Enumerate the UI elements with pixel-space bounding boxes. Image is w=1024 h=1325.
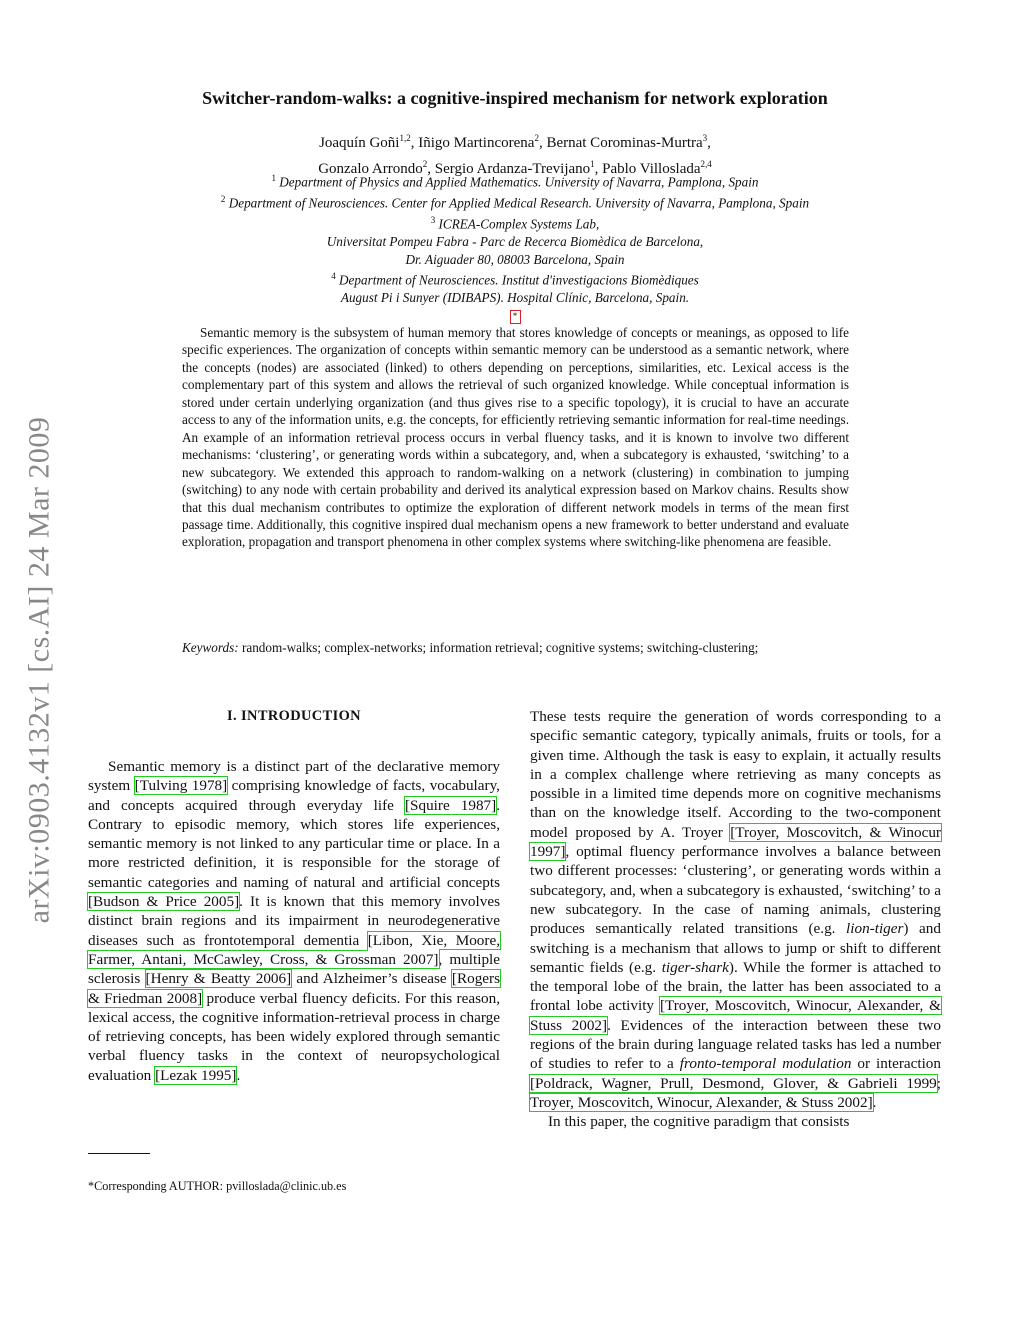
paper-title: Switcher-random-walks: a cognitive-inspired mechanism for network exploration <box>202 88 828 108</box>
footnote-link-marker[interactable]: * <box>510 310 521 324</box>
corresponding-author-footnote: *Corresponding AUTHOR: pvilloslada@clinic.ub.es <box>88 1179 347 1193</box>
affiliation-text: Department of Neurosciences. Center for Applied Medical Research. University of Navarra, Pamplona, Spain <box>228 195 810 211</box>
affiliation-line <box>100 268 930 289</box>
author-name: , Sergio Ardanza-Trevijano <box>427 161 591 177</box>
emphasis-text: lion-tiger <box>846 920 904 938</box>
author-affiliation-mark: 1,2 <box>399 133 411 143</box>
body-text: produce verbal fluency deficits. For this reason, lexical access, the cognitive information-retrieval process in charge of retrieving concepts, has been widely explored through semantic verbal fluency tasks in the context of neuropsychological evaluation <box>88 989 500 1084</box>
paragraph <box>530 707 941 1112</box>
footnote-rule <box>88 1153 150 1154</box>
affiliation-number: 2 <box>220 193 226 204</box>
citation-link[interactable]: [Rogers & Friedman 2008] <box>88 970 500 1007</box>
citation-link[interactable]: [Troyer, Moscovitch, & Winocur 1997] <box>530 823 941 861</box>
citation-link[interactable]: [Squire 1987] <box>404 796 497 814</box>
affiliation-number: 3 <box>430 214 436 225</box>
body-text: These tests require the generation of words corresponding to a specific semantic category, typically animals, fruits or tools, for a given time. Although the task is easy to explain, it actually results in a complex challenge where retrieving as many concepts as possible in a limited time depends more on cognitive mechanisms than on the knowledge itself. According to the two-component model proposed by A. Troyer <box>530 708 941 841</box>
section-heading-introduction: I. INTRODUCTION <box>227 708 361 724</box>
body-text: or interaction <box>851 1055 941 1073</box>
affiliation-line <box>100 191 930 212</box>
paragraph: In this paper, the cognitive paradigm that consists <box>548 1113 850 1131</box>
emphasis-text: tiger-shark <box>661 958 729 976</box>
citation-link[interactable]: [Budson & Price 2005] <box>88 893 240 911</box>
body-text: . <box>236 1066 241 1084</box>
citation-link[interactable]: [Lezak 1995] <box>155 1066 237 1084</box>
affiliation-line: August Pi i Sunyer (IDIBAPS). Hospital Clínic, Barcelona, Spain. <box>340 290 690 306</box>
affiliation-line: Universitat Pompeu Fabra - Parc de Recerca Biomèdica de Barcelona, <box>326 233 704 249</box>
affiliation-text: Department of Physics and Applied Mathematics. University of Navarra, Pamplona, Spain <box>279 174 759 190</box>
citation-link[interactable]: [Henry & Beatty 2006] <box>145 970 292 988</box>
affiliation-line <box>100 170 930 191</box>
intro-left-column <box>88 757 500 1085</box>
body-text: . Evidences of the interaction between these two regions of the brain during language related tasks has led a number of studies to refer to a <box>530 1016 941 1073</box>
affiliation-number: 4 <box>331 271 336 282</box>
body-text: Semantic memory is a distinct part of the declarative memory system <box>88 758 500 795</box>
author-name: Joaquín Goñi <box>319 135 400 151</box>
keywords-text: random-walks; complex-networks; information retrieval; cognitive systems; switching-clustering; <box>238 640 759 655</box>
keywords-label: Keywords: <box>182 640 239 655</box>
body-text: ; <box>936 1074 941 1092</box>
author-affiliation-mark: 2 <box>422 159 428 169</box>
body-text: . Contrary to episodic memory, which stores life experiences, semantic memory is not linked to any particular time or place. In a more restricted definition, it is responsible for the storage of semantic categories and naming of natural and artificial concepts <box>88 796 500 891</box>
arxiv-id-text: arXiv:0903.4132v1 [cs.AI] 24 Mar 2009 <box>22 416 55 924</box>
author-name: , Iñigo Martincorena <box>410 135 535 151</box>
author-name: , Bernat Corominas-Murtra <box>538 135 703 151</box>
body-text: , optimal fluency performance involves a balance between two different processes: ‘clustering’, or generating words within a subcategory, and, when a subcategory is exhausted, ‘switching’ to a new subcategory. In the case of naming animals, clustering produces semantically related transitions (e.g. <box>530 843 941 938</box>
author-name: , Pablo Villoslada <box>594 161 701 177</box>
body-text: comprising knowledge of facts, vocabulary, and concepts acquired through everyday life <box>88 777 500 814</box>
citation-link[interactable]: [Tulving 1978] <box>134 777 228 795</box>
affiliation-text: Department of Neurosciences. Institut d'investigacions Biomèdiques <box>339 272 699 288</box>
affiliation-list <box>100 170 930 324</box>
emphasis-text: fronto-temporal modulation <box>679 1055 852 1073</box>
citation-link[interactable]: [Poldrack, Wagner, Prull, Desmond, Glover, & Gabrieli 1999 <box>530 1074 937 1092</box>
citation-link[interactable]: [Troyer, Moscovitch, Winocur, Alexander, & Stuss 2002] <box>530 997 941 1034</box>
author-affiliation-mark: 2,4 <box>700 159 712 169</box>
abstract: Semantic memory is the subsystem of human memory that stores knowledge of concepts or meanings, as opposed to life specific experiences. The organization of concepts within semantic memory can be understood as a semantic network, where the concepts (nodes) are associated (linked) to others depending on perceptions, similarities, etc. Lexical access is the complementary part of this system and allows the retrieval of such organized knowledge. While conceptual information is stored under certain underlying organization (and thus gives rise to a specific topology), it is crucial to have an accurate access to any of the information units, e.g. the concepts, for efficiently retrieving semantic information for real-time needings. An example of an information retrieval process occurs in verbal fluency tasks, and it is known to involve two different mechanisms: ‘clustering’, or generating words within a subcategory, and, when a subcategory is exhausted, ‘switching’ to a new subcategory. We extended this approach to random-walking on a network (clustering) in combination to jumping (switching) to any node with certain probability and derived its analytical expression based on Markov chains. Results show that this dual mechanism contributes to optimize the exploration of different network models in terms of the mean first passage time. Additionally, this cognitive inspired dual mechanism opens a new framework to better understand and evaluate exploration, propagation and transport phenomena in other complex systems where switching-like phenomena are feasible. <box>182 325 849 550</box>
body-text: ) and switching is a mechanism that allows to jump or shift to different semantic fields (e.g. <box>530 920 941 976</box>
intro-right-column <box>530 707 941 1132</box>
affiliation-line <box>100 212 930 233</box>
author-name: Gonzalo Arrondo <box>318 161 423 177</box>
affiliation-line: Dr. Aiguader 80, 08003 Barcelona, Spain <box>405 251 625 267</box>
arxiv-identifier-stamp <box>12 370 66 970</box>
body-text: and Alzheimer’s disease <box>291 970 452 988</box>
affiliation-number: 1 <box>271 173 276 183</box>
keywords <box>182 639 849 656</box>
citation-link[interactable]: [Libon, Xie, Moore, Farmer, Antani, McCawley, Cross, & Grossman 2007] <box>88 931 500 968</box>
affiliation-line <box>100 307 930 325</box>
author-affiliation-mark: 2 <box>534 133 539 143</box>
body-text: . <box>872 1093 877 1111</box>
body-text: , multiple sclerosis <box>88 950 500 988</box>
author-affiliation-mark: 3 <box>702 133 708 143</box>
author-separator: , <box>707 135 711 151</box>
author-affiliation-mark: 1 <box>590 159 595 169</box>
body-text: ). While the former is attached to the temporal lobe of the brain, the latter has been associated to a frontal lobe activity <box>530 958 941 1015</box>
body-text: . It is known that this memory involves distinct brain regions and its impairment in neurodegenerative diseases such as frontotemporal dementia <box>88 893 500 949</box>
affiliation-text: ICREA-Complex Systems Lab, <box>438 216 600 232</box>
citation-link[interactable]: Troyer, Moscovitch, Winocur, Alexander, & Stuss 2002] <box>530 1093 873 1111</box>
